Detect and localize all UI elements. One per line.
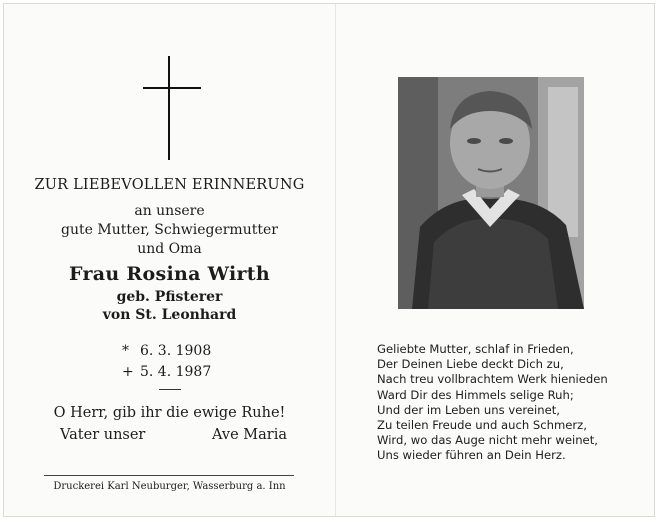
prayer-text: O Herr, gib ihr die ewige Ruhe!: [53, 405, 286, 421]
poem-line: Uns wieder führen an Dein Herz.: [377, 448, 566, 463]
poem-line: Der Deinen Liebe deckt Dich zu,: [377, 357, 564, 372]
death-date-row: [122, 364, 211, 380]
poem-line: Und der im Leben uns vereinet,: [377, 402, 560, 417]
poem-line: Zu teilen Freude und auch Schmerz,: [377, 417, 587, 432]
separator-rule: [159, 389, 181, 390]
origin-place: von St. Leonhard: [102, 307, 237, 323]
birth-date-row: [122, 343, 211, 359]
intro-line-3: und Oma: [137, 241, 202, 257]
poem-line: Wird, wo das Auge nicht mehr weinet,: [377, 433, 598, 448]
poem: [377, 342, 608, 464]
cross-horizontal-bar: [143, 87, 201, 89]
intro-line-1: an unsere: [134, 203, 205, 219]
printer-rule: [44, 475, 294, 476]
card-fold-line: [335, 4, 336, 516]
birth-date: 6. 3. 1908: [140, 343, 212, 359]
death-date: 5. 4. 1987: [140, 364, 212, 380]
intro-line-2: gute Mutter, Schwiegermutter: [61, 222, 278, 238]
death-cross-icon: +: [122, 364, 134, 380]
birth-star-icon: *: [122, 343, 129, 359]
cross-vertical-bar: [168, 56, 170, 160]
maiden-name: geb. Pfisterer: [116, 289, 223, 305]
prayer-left-label: Vater unser: [60, 427, 146, 443]
poem-line: Geliebte Mutter, schlaf in Frieden,: [377, 342, 574, 356]
poem-line: Nach treu vollbrachtem Werk hienieden: [377, 372, 608, 387]
deceased-name: Frau Rosina Wirth: [69, 263, 270, 285]
memorial-card: [3, 3, 655, 517]
printer-credit: Druckerei Karl Neuburger, Wasserburg a. Inn: [53, 481, 286, 492]
portrait-photo: [398, 77, 584, 309]
memorial-heading: ZUR LIEBEVOLLEN ERINNERUNG: [34, 177, 305, 193]
poem-line: Ward Dir des Himmels selige Ruh;: [377, 387, 574, 402]
portrait-image: [398, 77, 584, 309]
prayer-right-label: Ave Maria: [212, 427, 287, 443]
